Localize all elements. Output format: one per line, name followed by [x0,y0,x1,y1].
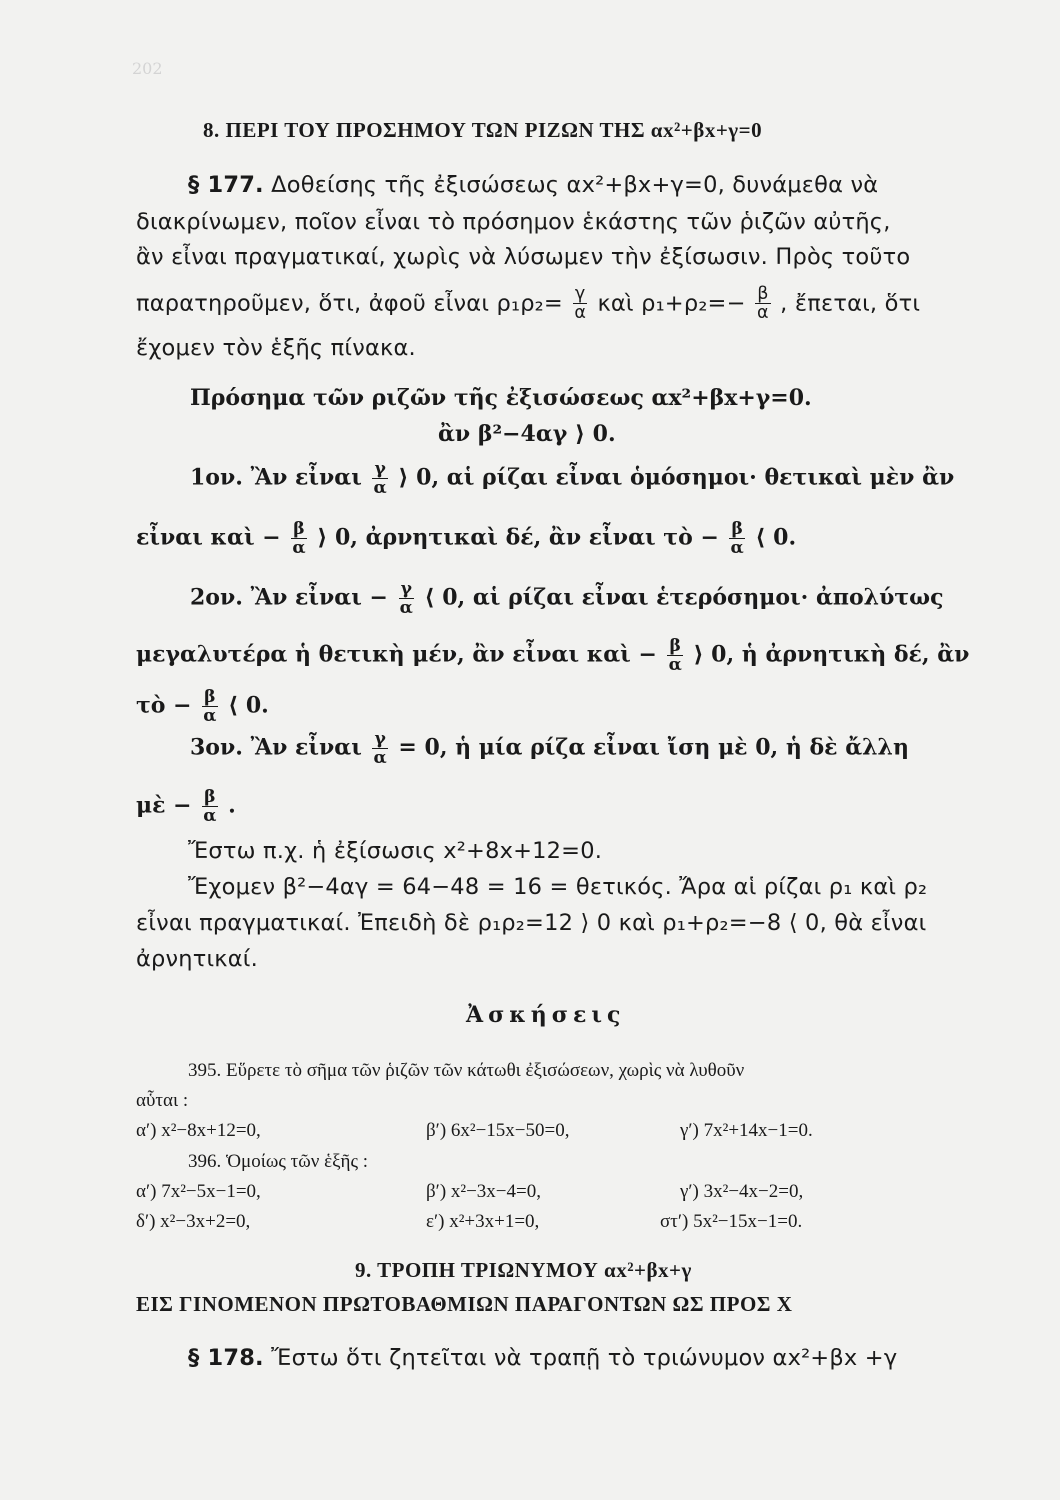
paragraph-177-line-1 [188,172,878,198]
fraction-gamma-alpha: $\frac{\gamma}{\alpha}$ [373,729,387,768]
fraction-gamma-alpha: $\frac{\gamma}{\alpha}$ [373,459,387,498]
case-3-line-1: 3ον. Ἂν εἶναι $\frac{\gamma}{\alpha}$ = 0, ἡ μία ρίζα εἶναι ἴση μὲ 0, ἡ δὲ ἄλλη [190,729,909,768]
p177-line1-text: Δοθείσης τῆς ἐξισώσεως αx²+βx+γ=0, δυνάμεθα νὰ [271,172,879,198]
exercise-395-b: β′) 6x²−15x−50=0, [426,1120,570,1141]
line4-part-b: καὶ ρ₁+ρ₂=− [597,290,746,317]
case-2-line-3: τὸ − $\frac{\beta}{\alpha}$ ⟨ 0. [136,687,269,726]
section-9-title-line-2: ΕΙΣ ΓΙΝΟΜΕΝΟΝ ΠΡΩΤΟΒΑΘΜΙΩΝ ΠΑΡΑΓΟΝΤΩΝ ΩΣ ΠΡΟΣ Χ [136,1292,793,1316]
page-number: 202 [132,59,163,78]
paragraph-178-line-1 [188,1345,897,1371]
fraction-beta-alpha: $\frac{\beta}{\alpha}$ [203,687,217,726]
exercise-396-line-1: 396. Ὁμοίως τῶν ἑξῆς : [188,1151,369,1172]
fraction-beta-alpha: $\frac{\beta}{\alpha}$ [292,519,306,558]
section-8-title: 8. ΠΕΡΙ ΤΟΥ ΠΡΟΣΗΜΟΥ ΤΩΝ ΡΙΖΩΝ ΤΗΣ αx²+βx+γ=0 [203,118,763,142]
p178-text: Ἔστω ὅτι ζητεῖται νὰ τραπῇ τὸ τριώνυμον αx²+βx +γ [271,1345,898,1371]
exercise-396-f: στ′) 5x²−15x−1=0. [660,1211,803,1232]
example-line-2: Ἔχομεν β²−4αγ = 64−48 = 16 = θετικός. Ἄρα αἱ ρίζαι ρ₁ καὶ ρ₂ [188,874,928,900]
line4-part-c: , ἔπεται, ὅτι [780,290,921,317]
fraction-beta-alpha: $\frac{\beta}{\alpha}$ [757,284,769,324]
fraction-beta-alpha: $\frac{\beta}{\alpha}$ [203,787,217,826]
exercise-396-a: α′) 7x²−5x−1=0, [136,1181,261,1202]
paragraph-177-line-3: ἂν εἶναι πραγματικαί, χωρὶς νὰ λύσωμεν τὴν ἐξίσωσιν. Πρὸς τοῦτο [136,244,911,270]
paragraph-177-line-2: διακρίνωμεν, ποῖον εἶναι τὸ πρόσημον ἑκάστης τῶν ῥιζῶν αὐτῆς, [136,209,891,235]
fraction-gamma-alpha: $\frac{\gamma}{\alpha}$ [399,579,413,618]
exercises-title: Ἀσκήσεις [466,1002,626,1028]
case-3-line-2: μὲ − $\frac{\beta}{\alpha}$ . [136,787,236,826]
case-2-line-1: 2ον. Ἂν εἶναι − $\frac{\gamma}{\alpha}$ ⟨ 0, αἱ ρίζαι εἶναι ἑτερόσημοι· ἀπολύτως [190,579,944,618]
case-2-line-2: μεγαλυτέρα ἡ θετικὴ μέν, ἂν εἶναι καὶ − $\frac{\beta}{\alpha}$ ⟩ 0, ἡ ἀρνητικὴ δέ, ἂν [136,636,970,675]
exercise-395-a: α′) x²−8x+12=0, [136,1120,261,1141]
section-177-label: § 177. [188,172,264,198]
case-1-line-2: εἶναι καὶ − $\frac{\beta}{\alpha}$ ⟩ 0, ἀρνητικαὶ δέ, ἂν εἶναι τὸ − $\frac{\beta}{\alpha}$ ⟨ 0. [136,519,797,558]
exercise-395-line-1: 395. Εὕρετε τὸ σῆμα τῶν ῥιζῶν τῶν κάτωθι ἐξισώσεων, χωρὶς νὰ λυθοῦν [188,1060,745,1081]
fraction-beta-alpha: $\frac{\beta}{\alpha}$ [730,519,744,558]
exercise-396-b: β′) x²−3x−4=0, [426,1181,541,1202]
section-9-title-line-1: 9. ΤΡΟΠΗ ΤΡΙΩΝΥΜΟΥ αx²+βx+γ [355,1258,692,1282]
section-178-label: § 178. [188,1345,264,1371]
exercise-396-c: γ′) 3x²−4x−2=0, [680,1181,804,1202]
example-line-1: Ἔστω π.χ. ἡ ἐξίσωσις x²+8x+12=0. [188,838,603,864]
paragraph-177-line-5: ἔχομεν τὸν ἑξῆς πίνακα. [136,335,416,361]
exercise-395-c: γ′) 7x²+14x−1=0. [680,1120,813,1141]
fraction-gamma-alpha: $\frac{\gamma}{\alpha}$ [574,284,587,324]
line4-part-a: παρατηροῦμεν, ὅτι, ἀφοῦ εἶναι ρ₁ρ₂= [136,290,563,317]
example-line-3: εἶναι πραγματικαί. Ἐπειδὴ δὲ ρ₁ρ₂=12 ⟩ 0 καὶ ρ₁+ρ₂=−8 ⟨ 0, θὰ εἶναι [136,910,927,936]
paragraph-177-line-4 [136,285,920,323]
example-line-4: ἀρνητικαί. [136,946,258,972]
exercise-396-e: ε′) x²+3x+1=0, [426,1211,540,1232]
discriminant-condition: ἂν β²−4αγ ⟩ 0. [438,421,616,447]
fraction-beta-alpha: $\frac{\beta}{\alpha}$ [668,636,682,675]
exercise-395-line-2: αὗται : [136,1090,189,1111]
signs-table-heading: Πρόσημα τῶν ριζῶν τῆς ἐξισώσεως αx²+βx+γ=0. [190,385,812,411]
case-1-line-1: 1ον. Ἂν εἶναι $\frac{\gamma}{\alpha}$ ⟩ 0, αἱ ρίζαι εἶναι ὁμόσημοι· θετικαὶ μὲν ἂν [190,459,955,498]
exercise-396-d: δ′) x²−3x+2=0, [136,1211,251,1232]
